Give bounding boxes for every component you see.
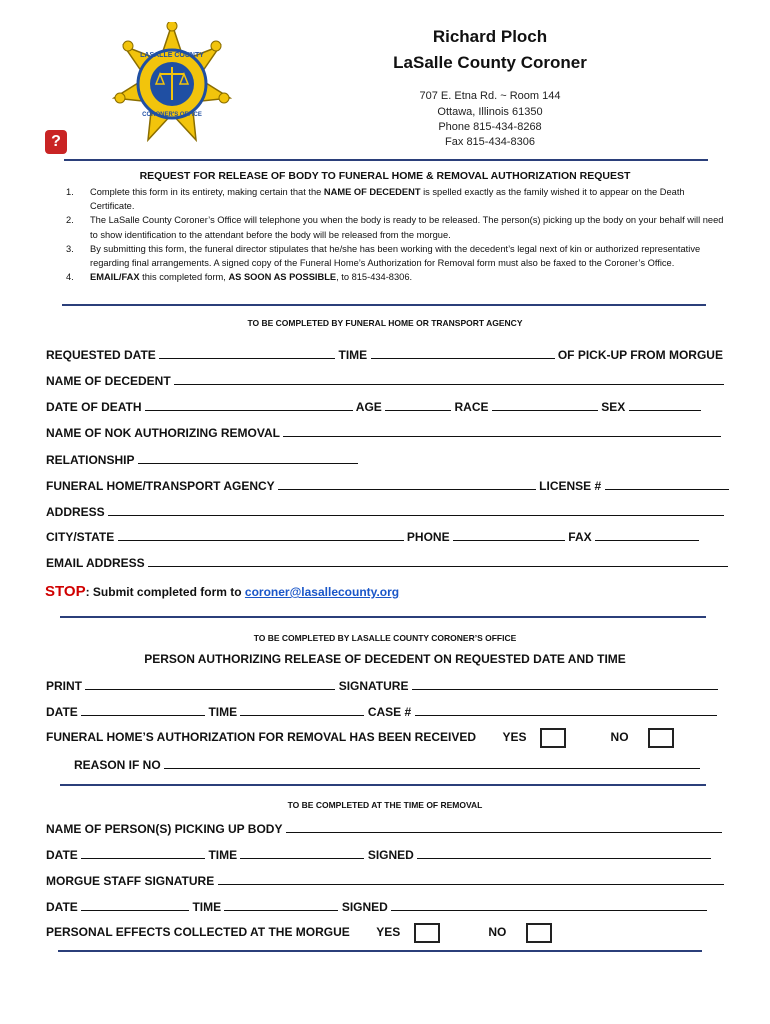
date-of-death-label: DATE OF DEATH <box>46 400 142 414</box>
address-line-1: 707 E. Etna Rd. ~ Room 144 <box>419 90 561 102</box>
auth-received-row <box>46 728 674 748</box>
city-state-field[interactable] <box>118 529 404 541</box>
agency-label: FUNERAL HOME/TRANSPORT AGENCY <box>46 479 275 493</box>
case-number-field[interactable] <box>415 704 717 716</box>
reason-field[interactable] <box>164 757 700 769</box>
no-label: NO <box>610 730 629 745</box>
morgue-staff-field[interactable] <box>218 873 724 885</box>
print-field[interactable] <box>85 678 335 690</box>
license-label: LICENSE # <box>539 479 602 493</box>
date-label: DATE <box>46 705 78 719</box>
date-of-death-field[interactable] <box>145 399 353 411</box>
relationship-label: RELATIONSHIP <box>46 453 135 467</box>
print-label: PRINT <box>46 679 82 693</box>
decedent-name-label: NAME OF DECEDENT <box>46 374 171 388</box>
relationship-row <box>46 452 358 467</box>
phone-label: PHONE <box>406 530 450 544</box>
morgue-staff-row <box>46 873 724 888</box>
personal-effects-row <box>46 923 552 943</box>
auth-received-label: FUNERAL HOME’S AUTHORIZATION FOR REMOVAL HAS BEEN RECEIVED <box>46 730 477 745</box>
instruction-item: 3. By submitting this form, the funeral director stipulates that he/she has been working with the decedent’s legal next of kin or authorized representative regarding final arrangements. A signed copy of the Funeral Home’s Authorization for Removal form must also be faxed to the Coroner’s Office. <box>66 243 701 269</box>
section-heading-coroner: TO BE COMPLETED BY LASALLE COUNTY CORONER’S OFFICE <box>253 633 517 643</box>
no-checkbox[interactable] <box>648 728 674 748</box>
signed-label: SIGNED <box>341 900 388 914</box>
reason-label: REASON IF NO <box>74 758 161 772</box>
section-heading-funeral-home: TO BE COMPLETED BY FUNERAL HOME OR TRANSPORT AGENCY <box>247 318 523 328</box>
license-field[interactable] <box>605 478 729 490</box>
divider <box>60 616 706 618</box>
date-label: DATE <box>46 848 78 862</box>
seal-top-text: LASALLE COUNTY <box>140 52 204 59</box>
decedent-row <box>46 373 724 388</box>
agency-field[interactable] <box>278 478 536 490</box>
address-field[interactable] <box>108 504 724 516</box>
effects-no-checkbox[interactable] <box>526 923 552 943</box>
office-title: LaSalle County Coroner <box>393 53 587 72</box>
divider <box>62 304 706 306</box>
personal-effects-label: PERSONAL EFFECTS COLLECTED AT THE MORGUE <box>46 925 350 940</box>
instruction-item: 2. The LaSalle County Coroner’s Office will telephone you when the body is ready to be released. The person(s) picking up the body on your behalf will need to show identification to the attendant before the body will be released from the morgue. <box>66 215 724 240</box>
morgue-date-row <box>46 899 707 914</box>
age-field[interactable] <box>385 399 451 411</box>
divider <box>60 784 706 786</box>
email-field[interactable] <box>148 555 728 567</box>
agency-row <box>46 478 729 493</box>
requested-date-row <box>46 347 723 362</box>
yes-label: YES <box>376 925 401 940</box>
persons-picking-up-field[interactable] <box>286 821 722 833</box>
divider <box>64 159 708 161</box>
coroner-seal-logo <box>112 22 232 142</box>
yes-label: YES <box>502 730 527 745</box>
removal-date-field[interactable] <box>81 847 205 859</box>
pickup-time-field[interactable] <box>371 347 555 359</box>
signed-field[interactable] <box>417 847 711 859</box>
case-label: CASE # <box>367 705 412 719</box>
sex-label: SEX <box>601 400 626 414</box>
stop-label: STOP <box>45 583 86 600</box>
print-row <box>46 678 718 693</box>
nok-field[interactable] <box>283 425 721 437</box>
signature-label: SIGNATURE <box>338 679 409 693</box>
fax-label: FAX <box>568 530 592 544</box>
time-label: TIME <box>208 848 238 862</box>
date-label: DATE <box>46 900 78 914</box>
fax-field[interactable] <box>595 529 699 541</box>
race-label: RACE <box>454 400 489 414</box>
nok-row <box>46 425 721 440</box>
nok-label: NAME OF NOK AUTHORIZING REMOVAL <box>46 426 280 440</box>
decedent-name-field[interactable] <box>174 373 724 385</box>
persons-picking-up-label: NAME OF PERSON(S) PICKING UP BODY <box>46 822 283 836</box>
morgue-staff-label: MORGUE STAFF SIGNATURE <box>46 874 215 888</box>
case-row <box>46 704 717 719</box>
address-line-2: Ottawa, Illinois 61350 <box>437 106 543 118</box>
removal-time-field[interactable] <box>240 847 364 859</box>
email-row <box>46 555 728 570</box>
time-label: TIME <box>208 705 238 719</box>
pickup-label: OF PICK-UP FROM MORGUE <box>557 348 723 362</box>
no-label: NO <box>488 925 507 940</box>
coroner-email-link[interactable]: coroner@lasallecounty.org <box>244 585 400 599</box>
coroner-name: Richard Ploch <box>432 27 548 46</box>
instructions-list <box>44 185 724 284</box>
question-mark-icon[interactable]: ? <box>45 130 67 154</box>
section-subheading-authorizing: PERSON AUTHORIZING RELEASE OF DECEDENT ON REQUESTED DATE AND TIME <box>144 652 626 666</box>
instruction-item: 1. Complete this form in its entirety, making certain that the NAME OF DECEDENT is spelled exactly as the family wished it to appear on the Death Certificate. <box>66 187 685 212</box>
seal-bottom-text: CORONER'S OFFICE <box>142 112 202 118</box>
time-label: TIME <box>192 900 222 914</box>
morgue-time-field[interactable] <box>224 899 338 911</box>
submit-text: : Submit completed form to <box>85 585 245 599</box>
removal-date-row <box>46 847 711 862</box>
death-info-row <box>46 399 701 414</box>
sex-field[interactable] <box>629 399 701 411</box>
email-label: EMAIL ADDRESS <box>46 556 145 570</box>
time-field[interactable] <box>240 704 364 716</box>
race-field[interactable] <box>492 399 598 411</box>
requested-date-label: REQUESTED DATE <box>46 348 156 362</box>
relationship-field[interactable] <box>138 452 358 464</box>
signature-field[interactable] <box>412 678 718 690</box>
morgue-signed-field[interactable] <box>391 899 707 911</box>
request-title: REQUEST FOR RELEASE OF BODY TO FUNERAL HOME & REMOVAL AUTHORIZATION REQUEST <box>139 170 631 182</box>
yes-checkbox[interactable] <box>540 728 566 748</box>
effects-yes-checkbox[interactable] <box>414 923 440 943</box>
signed-label: SIGNED <box>367 848 414 862</box>
age-label: AGE <box>355 400 382 414</box>
fax-number: Fax 815-434-8306 <box>445 136 535 148</box>
requested-date-field[interactable] <box>159 347 335 359</box>
time-label: TIME <box>338 348 368 362</box>
morgue-date-field[interactable] <box>81 899 189 911</box>
section-heading-removal: TO BE COMPLETED AT THE TIME OF REMOVAL <box>287 800 483 810</box>
submit-row <box>45 583 399 600</box>
instruction-item: 4. EMAIL/FAX this completed form, AS SOON AS POSSIBLE, to 815-434-8306. <box>66 272 413 283</box>
reason-row <box>74 757 700 772</box>
phone-number: Phone 815-434-8268 <box>438 121 542 133</box>
city-state-label: CITY/STATE <box>46 530 115 544</box>
divider <box>58 950 702 952</box>
address-label: ADDRESS <box>46 505 105 519</box>
phone-field[interactable] <box>453 529 565 541</box>
city-row <box>46 529 699 544</box>
address-row <box>46 504 724 519</box>
persons-row <box>46 821 722 836</box>
date-field[interactable] <box>81 704 205 716</box>
